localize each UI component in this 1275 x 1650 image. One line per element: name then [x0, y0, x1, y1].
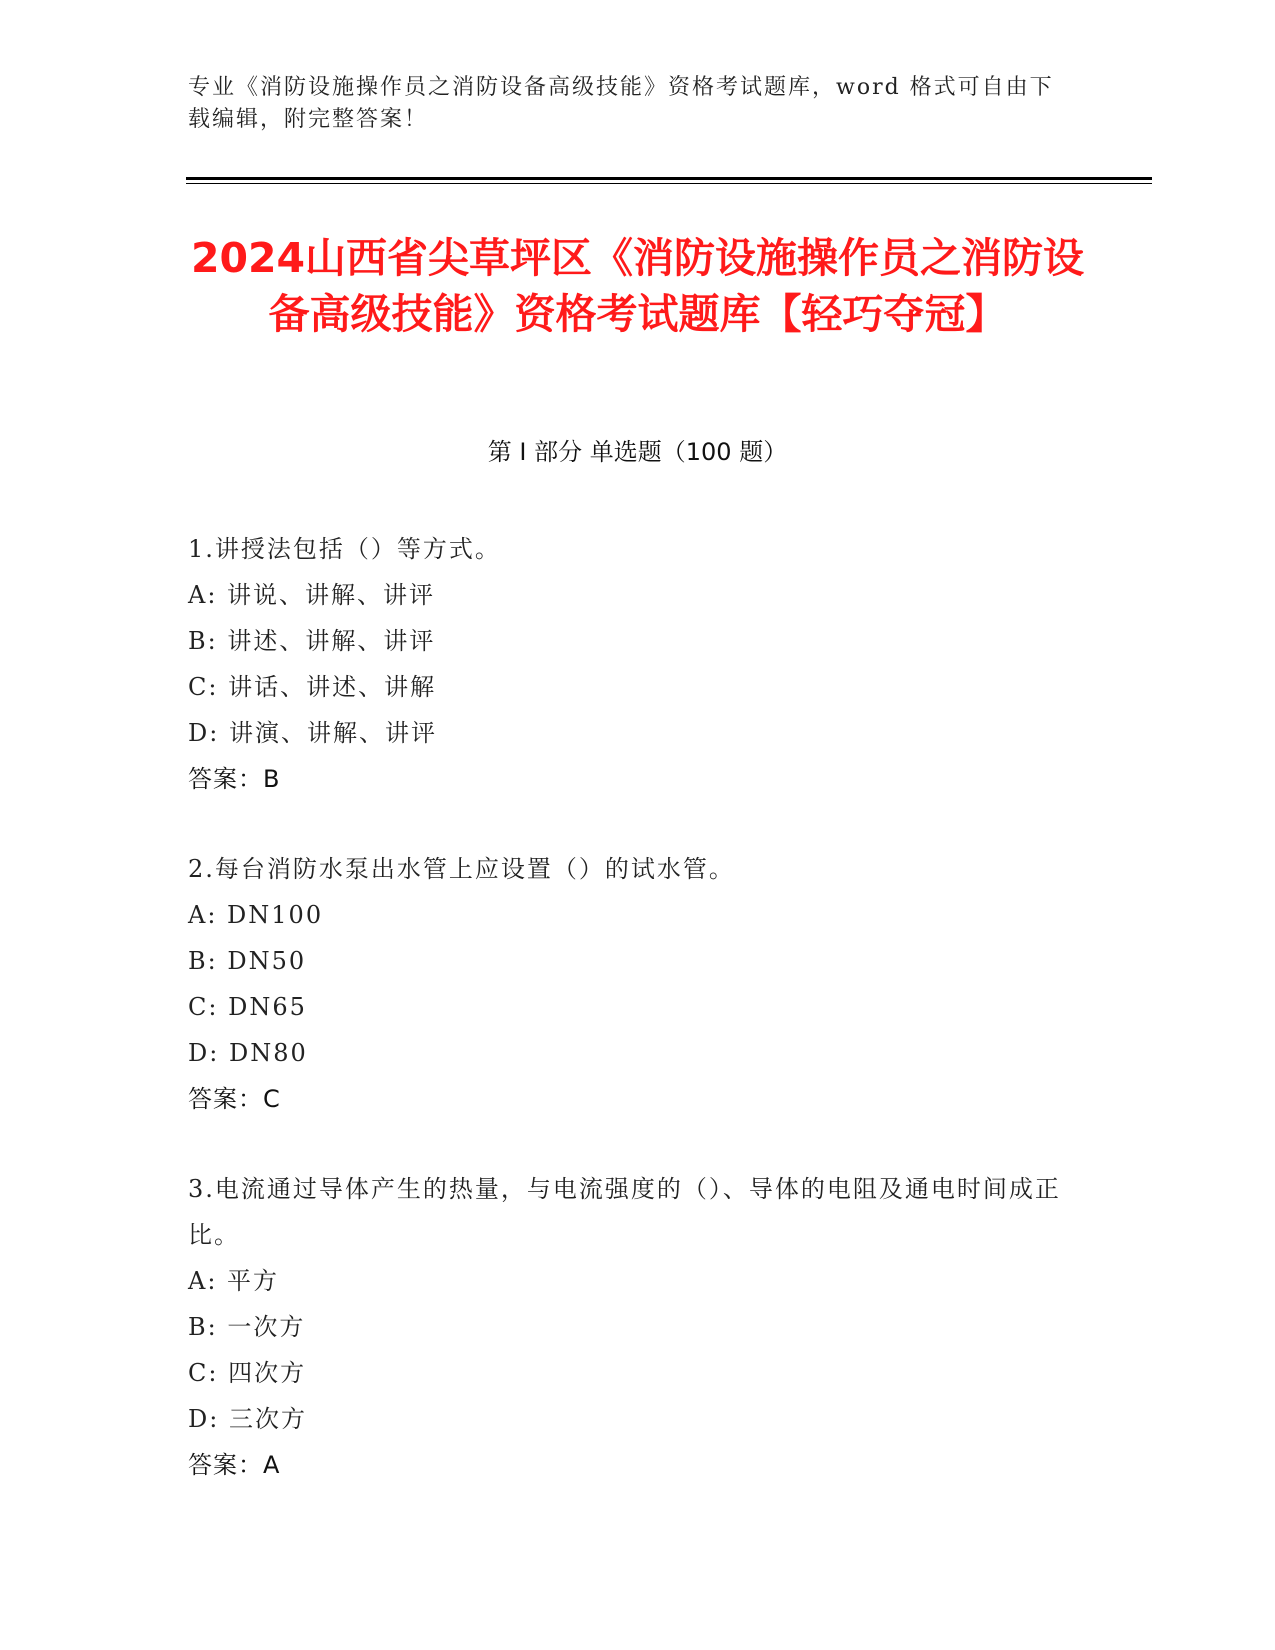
question-3 — [188, 1166, 1068, 1488]
option-d: D: DN80 — [188, 1039, 308, 1067]
question-2 — [188, 846, 1068, 1122]
option-a: A: 讲说、讲解、讲评 — [188, 581, 436, 609]
option-b: B: 讲述、讲解、讲评 — [188, 627, 436, 655]
answer-line: 答案：A — [188, 1451, 281, 1479]
option-d: D: 三次方 — [188, 1405, 307, 1433]
option-a: A: DN100 — [188, 901, 324, 929]
option-c: C: 四次方 — [188, 1359, 307, 1387]
document-title: 2024山西省尖草坪区《消防设施操作员之消防设备高级技能》资格考试题库【轻巧夺冠】 — [190, 234, 1085, 338]
answer-line: 答案：B — [188, 765, 281, 793]
option-c: C: DN65 — [188, 993, 307, 1021]
option-a: A: 平方 — [188, 1267, 280, 1295]
question-stem: 1.讲授法包括（）等方式。 — [188, 535, 501, 563]
section-title: 第 I 部分 单选题（100 题） — [487, 438, 788, 466]
option-b: B: DN50 — [188, 947, 307, 975]
question-stem: 3.电流通过导体产生的热量，与电流强度的（）、导体的电阻及通电时间成正比。 — [188, 1175, 1061, 1249]
header-divider-thin — [186, 183, 1152, 184]
question-stem: 2.每台消防水泵出水管上应设置（）的试水管。 — [188, 855, 735, 883]
header-divider-thick — [186, 177, 1152, 180]
option-d: D: 讲演、讲解、讲评 — [188, 719, 437, 747]
question-1 — [188, 526, 1068, 802]
document-header-note: 专业《消防设施操作员之消防设备高级技能》资格考试题库，word 格式可自由下载编辑，附完整答案！ — [188, 75, 1054, 132]
answer-line: 答案：C — [188, 1085, 281, 1113]
option-b: B: 一次方 — [188, 1313, 306, 1341]
option-c: C: 讲话、讲述、讲解 — [188, 673, 437, 701]
